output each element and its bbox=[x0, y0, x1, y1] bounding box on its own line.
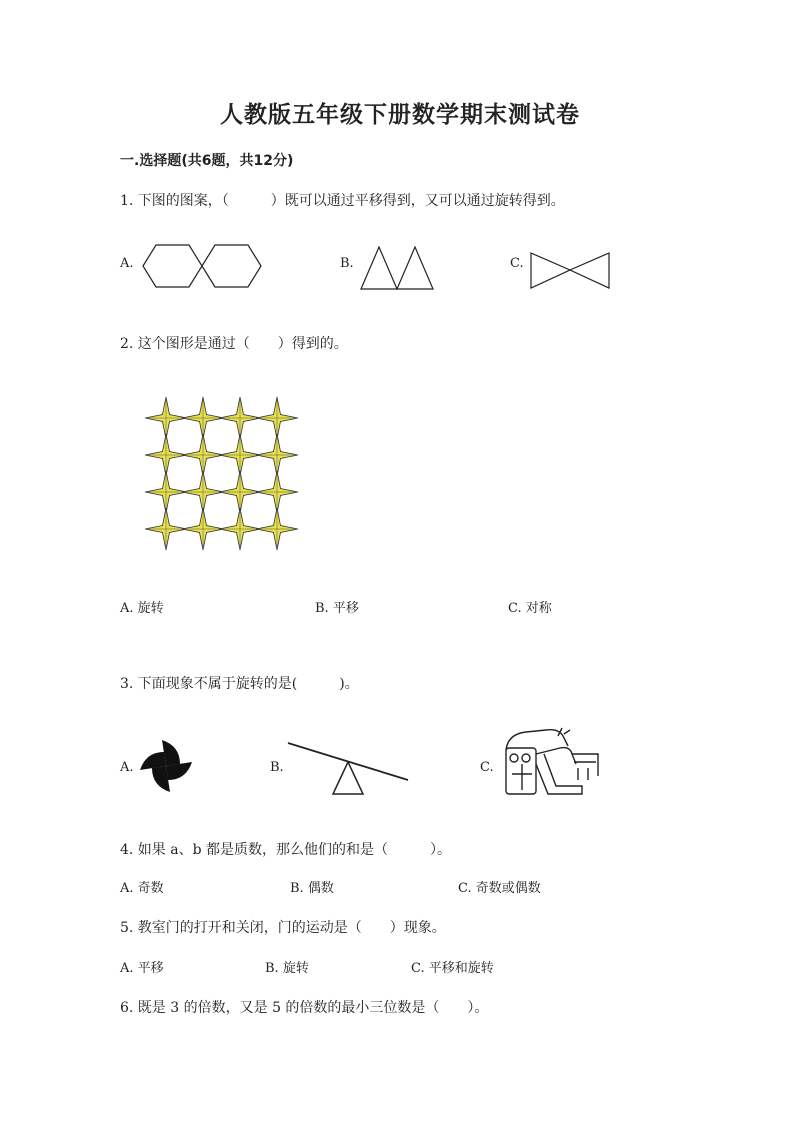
q1-option-a-label: A. bbox=[120, 256, 134, 271]
q5-option-c: C. 平移和旋转 bbox=[411, 961, 494, 976]
two-hexagons-icon bbox=[140, 242, 268, 290]
star-tiling-image bbox=[144, 396, 300, 552]
page-title: 人教版五年级下册数学期末测试卷 bbox=[220, 101, 580, 128]
q2-option-b: B. 平移 bbox=[315, 601, 359, 616]
q3-option-c-label: C. bbox=[480, 760, 494, 775]
q4-option-a: A. 奇数 bbox=[120, 881, 164, 896]
q5-option-b: B. 旋转 bbox=[265, 961, 309, 976]
q2-option-a: A. 旋转 bbox=[120, 601, 164, 616]
two-triangles-icon bbox=[358, 244, 438, 292]
question-6: 6. 既是 3 的倍数，又是 5 的倍数的最小三位数是（ ）。 bbox=[120, 1000, 489, 1016]
seesaw-icon bbox=[286, 740, 410, 798]
q4-option-c: C. 奇数或偶数 bbox=[458, 881, 541, 896]
question-3: 3. 下面现象不属于旋转的是( )。 bbox=[120, 676, 359, 692]
q3-option-b-label: B. bbox=[270, 760, 284, 775]
q3-option-a-label: A. bbox=[120, 760, 134, 775]
question-5: 5. 教室门的打开和关闭，门的运动是（ ）现象。 bbox=[120, 920, 446, 936]
section-heading: 一.选择题(共6题，共12分) bbox=[120, 153, 294, 169]
pinwheel-icon bbox=[138, 738, 194, 794]
q1-option-c-label: C. bbox=[510, 256, 524, 271]
q5-option-a: A. 平移 bbox=[120, 961, 164, 976]
q1-option-b-label: B. bbox=[340, 256, 354, 271]
question-1: 1. 下图的图案，（ ）既可以通过平移得到，又可以通过旋转得到。 bbox=[120, 193, 565, 209]
question-2: 2. 这个图形是通过（ ）得到的。 bbox=[120, 336, 348, 352]
q4-option-b: B. 偶数 bbox=[290, 881, 334, 896]
q2-option-c: C. 对称 bbox=[508, 601, 552, 616]
bowtie-icon bbox=[528, 250, 612, 292]
playground-slide-icon bbox=[498, 724, 606, 800]
question-4: 4. 如果 a、b 都是质数，那么他们的和是（ ）。 bbox=[120, 842, 452, 858]
